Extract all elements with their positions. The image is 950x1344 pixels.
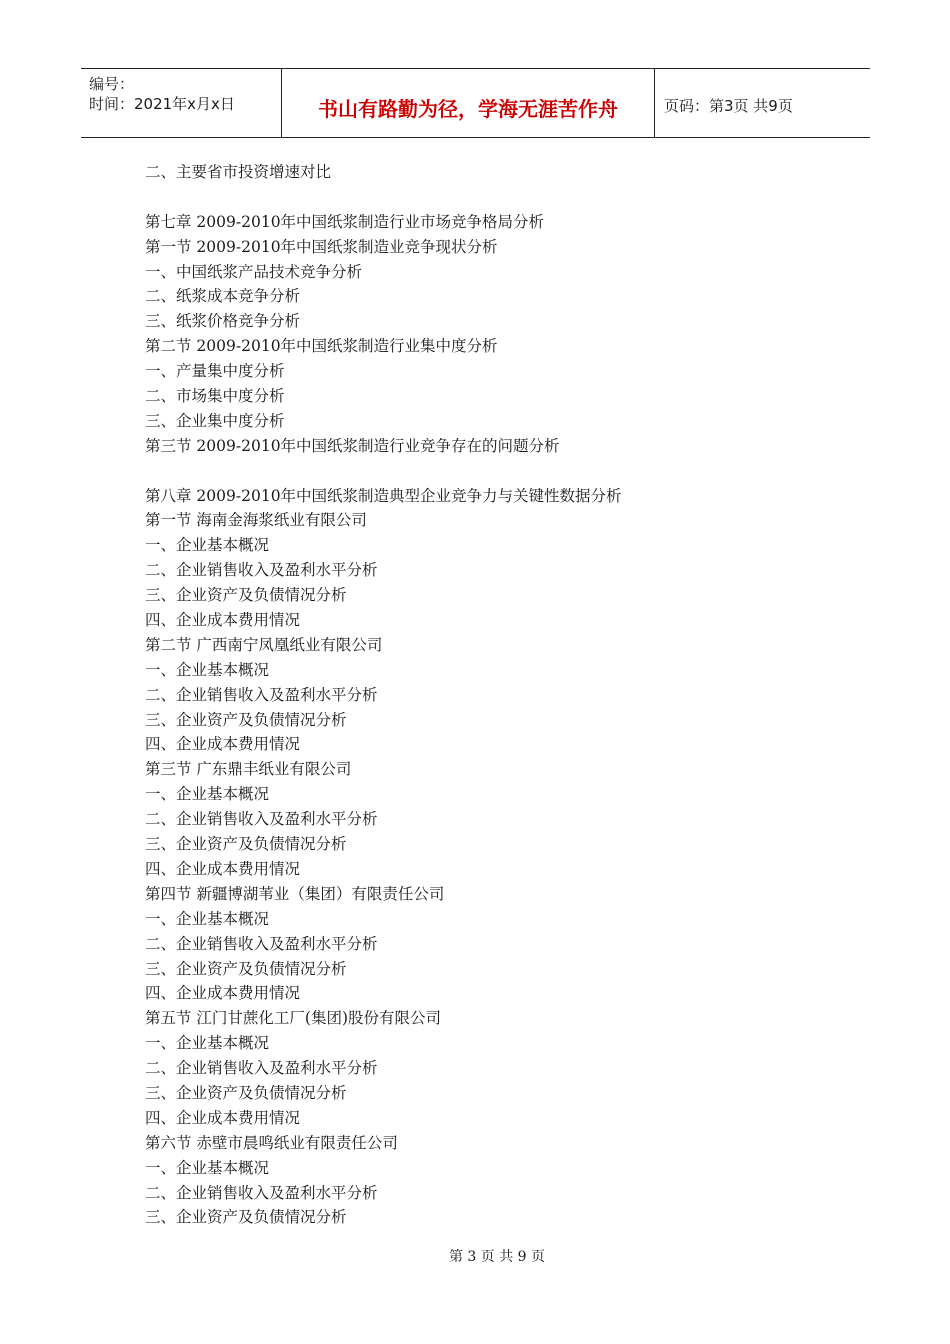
toc-line: 二、纸浆成本竞争分析	[145, 287, 301, 306]
toc-line: 二、企业销售收入及盈利水平分析	[145, 810, 378, 829]
toc-line: 四、企业成本费用情况	[145, 859, 301, 878]
toc-line: 三、纸浆价格竞争分析	[145, 312, 301, 331]
header-page-info: 页码：第3页 共9页	[664, 97, 793, 115]
toc-line: 二、企业销售收入及盈利水平分析	[145, 1183, 378, 1202]
toc-line: 一、中国纸浆产品技术竞争分析	[145, 262, 363, 281]
toc-line: 一、产量集中度分析	[145, 362, 285, 381]
table-of-contents	[145, 160, 845, 1230]
toc-line: 四、企业成本费用情况	[145, 984, 301, 1003]
toc-line: 三、企业资产及负债情况分析	[145, 959, 347, 978]
toc-line: 二、企业销售收入及盈利水平分析	[145, 685, 378, 704]
toc-line: 二、企业销售收入及盈利水平分析	[145, 1059, 378, 1078]
toc-line: 四、企业成本费用情况	[145, 611, 301, 630]
toc-line: 一、企业基本概况	[145, 660, 270, 679]
toc-line: 一、企业基本概况	[145, 909, 270, 928]
toc-line: 第三节 广东鼎丰纸业有限公司	[145, 760, 352, 779]
toc-line: 第一节 2009-2010年中国纸浆制造业竞争现状分析	[145, 237, 498, 256]
motto-text: 书山有路勤为径，学海无涯苦作舟	[318, 97, 618, 121]
toc-line: 第八章 2009-2010年中国纸浆制造典型企业竞争力与关键性数据分析	[145, 486, 622, 505]
toc-line: 第七章 2009-2010年中国纸浆制造行业市场竞争格局分析	[145, 212, 545, 231]
blank-line	[145, 185, 845, 210]
date-label: 时间：2021年x月x日	[89, 95, 235, 113]
header-meta-cell	[81, 69, 282, 137]
toc-line: 第三节 2009-2010年中国纸浆制造行业竞争存在的问题分析	[145, 436, 560, 455]
toc-line: 第五节 江门甘蔗化工厂(集团)股份有限公司	[145, 1009, 442, 1028]
toc-line: 一、企业基本概况	[145, 1158, 270, 1177]
page-header	[81, 68, 870, 138]
toc-line: 三、企业集中度分析	[145, 411, 285, 430]
toc-line: 三、企业资产及负债情况分析	[145, 586, 347, 605]
toc-line: 二、企业销售收入及盈利水平分析	[145, 561, 378, 580]
toc-line: 四、企业成本费用情况	[145, 735, 301, 754]
toc-line: 三、企业资产及负债情况分析	[145, 1083, 347, 1102]
toc-line: 三、企业资产及负债情况分析	[145, 835, 347, 854]
toc-line: 第一节 海南金海浆纸业有限公司	[145, 511, 367, 530]
toc-line: 第二节 2009-2010年中国纸浆制造行业集中度分析	[145, 337, 498, 356]
toc-line: 第四节 新疆博湖苇业（集团）有限责任公司	[145, 884, 445, 903]
toc-line: 一、企业基本概况	[145, 785, 270, 804]
toc-line: 一、企业基本概况	[145, 1034, 270, 1053]
toc-line: 三、企业资产及负债情况分析	[145, 710, 347, 729]
toc-line: 三、企业资产及负债情况分析	[145, 1208, 347, 1227]
serial-number-label: 编号：	[89, 75, 135, 93]
header-motto-cell	[282, 69, 655, 137]
page-footer: 第 3 页 共 9 页	[448, 1249, 546, 1265]
toc-line: 二、企业销售收入及盈利水平分析	[145, 934, 378, 953]
blank-line	[145, 459, 845, 484]
toc-line: 一、企业基本概况	[145, 536, 270, 555]
toc-line: 四、企业成本费用情况	[145, 1108, 301, 1127]
toc-line: 二、市场集中度分析	[145, 387, 285, 406]
toc-line: 第六节 赤壁市晨鸣纸业有限责任公司	[145, 1133, 398, 1152]
header-page-cell	[655, 69, 870, 137]
toc-line: 第二节 广西南宁凤凰纸业有限公司	[145, 635, 383, 654]
toc-line: 二、主要省市投资增速对比	[145, 163, 332, 181]
